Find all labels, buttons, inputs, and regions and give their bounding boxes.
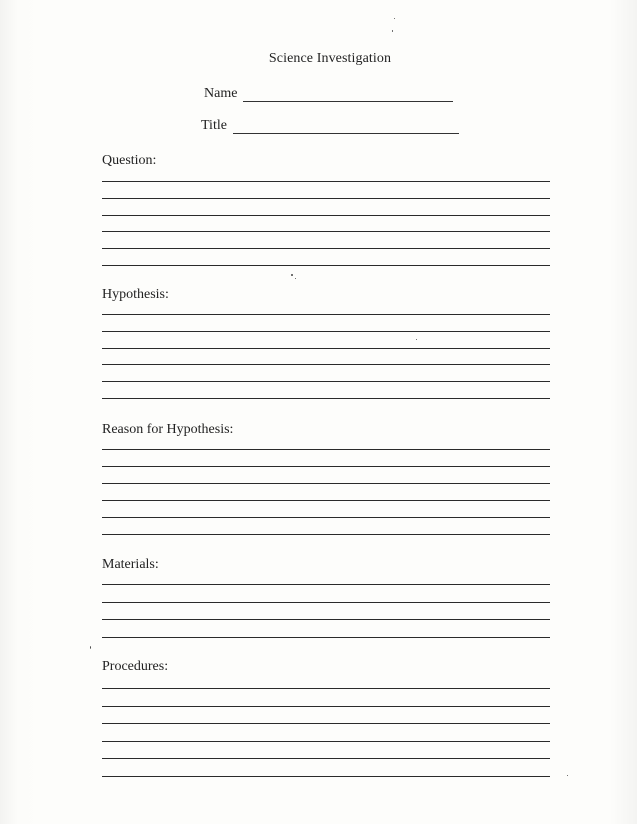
writing-line[interactable] — [102, 449, 550, 450]
writing-line[interactable] — [102, 466, 550, 467]
writing-line[interactable] — [102, 723, 550, 724]
scan-speck — [416, 339, 417, 340]
scan-speck — [291, 274, 293, 276]
writing-line[interactable] — [102, 331, 550, 332]
question-heading: Question: — [102, 153, 157, 168]
writing-line[interactable] — [102, 265, 550, 266]
writing-line[interactable] — [102, 619, 550, 620]
writing-line[interactable] — [102, 215, 550, 216]
writing-line[interactable] — [102, 314, 550, 315]
scan-speck — [392, 30, 393, 32]
title-blank-line[interactable] — [233, 119, 459, 134]
worksheet-title: Science Investigation — [268, 51, 392, 66]
writing-line[interactable] — [102, 500, 550, 501]
scan-speck — [567, 775, 568, 776]
writing-line[interactable] — [102, 776, 550, 777]
writing-line[interactable] — [102, 364, 550, 365]
name-blank-line[interactable] — [243, 87, 453, 102]
writing-line[interactable] — [102, 706, 550, 707]
writing-line[interactable] — [102, 248, 550, 249]
procedures-heading: Procedures: — [102, 659, 169, 674]
writing-line[interactable] — [102, 181, 550, 182]
materials-heading: Materials: — [102, 557, 159, 572]
writing-line[interactable] — [102, 637, 550, 638]
writing-line[interactable] — [102, 517, 550, 518]
writing-line[interactable] — [102, 398, 550, 399]
reason-heading: Reason for Hypothesis: — [102, 422, 234, 437]
writing-line[interactable] — [102, 602, 550, 603]
name-field — [204, 86, 453, 102]
writing-line[interactable] — [102, 483, 550, 484]
title-label: Title — [201, 118, 227, 133]
writing-line[interactable] — [102, 348, 550, 349]
writing-line[interactable] — [102, 584, 550, 585]
hypothesis-heading: Hypothesis: — [102, 287, 169, 302]
writing-line[interactable] — [102, 381, 550, 382]
scan-speck — [295, 278, 296, 279]
scan-speck — [394, 18, 395, 19]
writing-line[interactable] — [102, 741, 550, 742]
writing-line[interactable] — [102, 534, 550, 535]
writing-line[interactable] — [102, 758, 550, 759]
writing-line[interactable] — [102, 688, 550, 689]
title-field — [201, 118, 459, 134]
name-label: Name — [204, 86, 238, 101]
writing-line[interactable] — [102, 198, 550, 199]
scan-speck — [90, 646, 91, 649]
writing-line[interactable] — [102, 231, 550, 232]
